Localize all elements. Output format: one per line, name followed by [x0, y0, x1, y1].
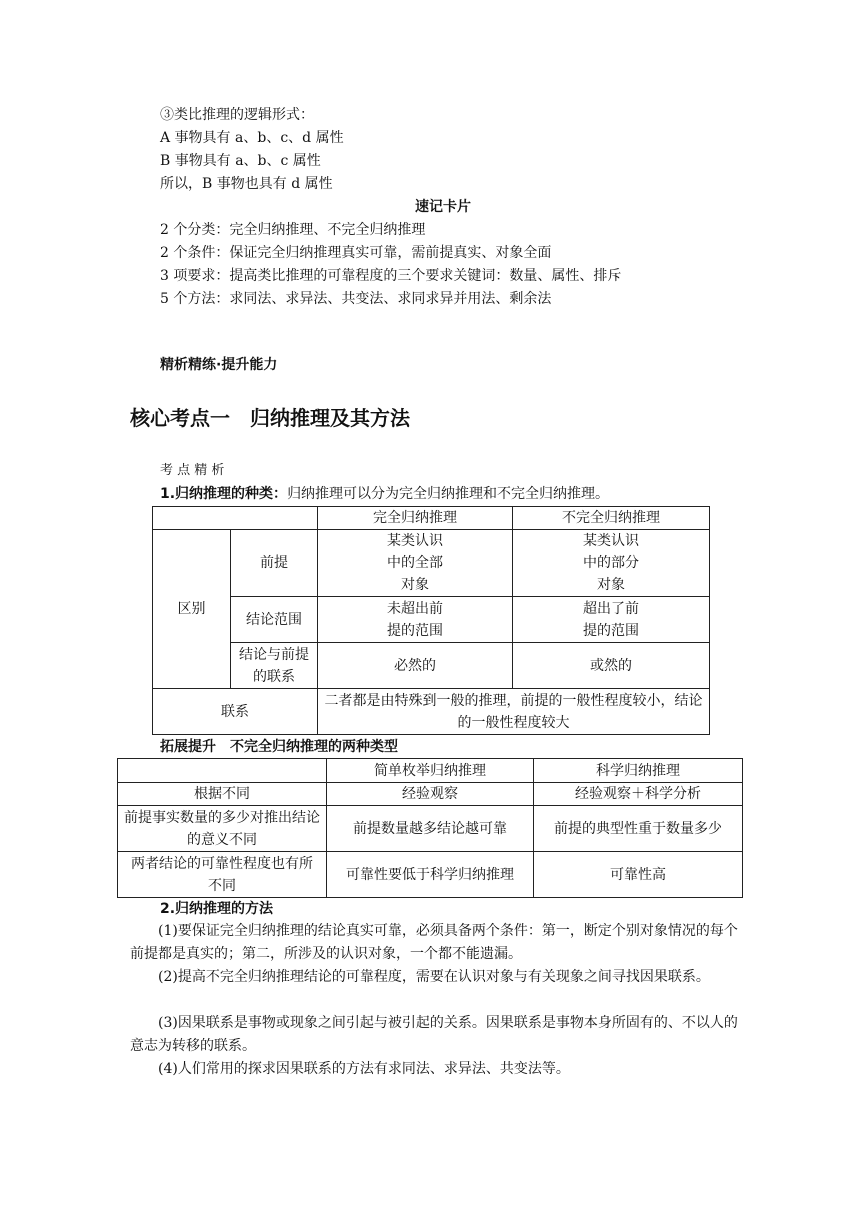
table1-row-premise: [153, 530, 710, 597]
table1-row-scope: [153, 597, 710, 643]
analysis-label: 考 点 精 析: [160, 463, 225, 478]
card-line-2: 2 个条件：保证完全归纳推理真实可靠，需前提真实、对象全面: [160, 245, 552, 261]
section-title: 核心考点一 归纳推理及其方法: [130, 406, 410, 430]
intro-line-4: 所以，B 事物也具有 d 属性: [160, 176, 333, 192]
table2-basis-science: 经验观察＋科学分析: [534, 783, 743, 806]
point-2-item-1: (1)要保证完全归纳推理的结论真实可靠，必须具备两个条件：第一，断定个别对象情况的每个前提都是真实的；第二，所涉及的认识对象，一个都不能遗漏。: [130, 923, 738, 962]
table2-col-simple: 简单枚举归纳推理: [327, 759, 534, 783]
table2-quantity-label: 前提事实数量的多少对推出结论的意义不同: [118, 806, 327, 852]
table2-row-basis: [118, 783, 743, 806]
card-line-3: 3 项要求：提高类比推理的可靠程度的三个要求关键词：数量、属性、排斥: [160, 268, 622, 284]
inductive-types-table: [152, 506, 710, 735]
table2-reliability-label: 两者结论的可靠性程度也有所不同: [118, 852, 327, 898]
table1-relation-label: 联系: [153, 689, 318, 735]
practice-heading: 精析精练·提升能力: [160, 357, 278, 373]
table1-group-cell: 区别: [153, 530, 231, 689]
table2-reliability-simple: 可靠性要低于科学归纳推理: [327, 852, 534, 898]
point-2-item-3: (3)因果联系是事物或现象之间引起与被引起的关系。因果联系是事物本身所固有的、不以人的意志为转移的联系。: [130, 1015, 738, 1054]
intro-line-1: ③类比推理的逻辑形式：: [160, 107, 314, 123]
point-2-item-2: (2)提高不完全归纳推理结论的可靠程度，需要在认识对象与有关现象之间寻找因果联系。: [158, 969, 710, 985]
point-2-item-4: (4)人们常用的探求因果联系的方法有求同法、求异法、共变法等。: [158, 1061, 570, 1077]
table1-premise-incomplete: 某类认识中的部分对象: [513, 530, 710, 597]
table1-scope-label: 结论范围: [231, 597, 318, 643]
table2-corner-cell: [118, 759, 327, 783]
point-1-heading: 1.归纳推理的种类：: [160, 486, 288, 502]
table1-col-incomplete: 不完全归纳推理: [513, 507, 710, 530]
table1-col-full: 完全归纳推理: [318, 507, 513, 530]
table2-quantity-science: 前提的典型性重于数量多少: [534, 806, 743, 852]
table1-scope-incomplete: 超出了前提的范围: [513, 597, 710, 643]
table2-col-science: 科学归纳推理: [534, 759, 743, 783]
table2-basis-label: 根据不同: [118, 783, 327, 806]
table2-row-quantity: [118, 806, 743, 852]
card-line-4: 5 个方法：求同法、求异法、共变法、求同求异并用法、剩余法: [160, 291, 552, 307]
table2-quantity-simple: 前提数量越多结论越可靠: [327, 806, 534, 852]
table1-premise-full: 某类认识中的全部对象: [318, 530, 513, 597]
intro-line-3: B 事物具有 a、b、c 属性: [160, 153, 321, 169]
point-1: [160, 483, 609, 505]
table1-scope-full: 未超出前提的范围: [318, 597, 513, 643]
incomplete-types-table: [117, 758, 743, 898]
point-1-text: 归纳推理可以分为完全归纳推理和不完全归纳推理。: [287, 486, 610, 502]
table2-basis-simple: 经验观察: [327, 783, 534, 806]
table1-link-label: 结论与前提的联系: [231, 643, 318, 689]
extension-title: 拓展提升 不完全归纳推理的两种类型: [160, 739, 398, 755]
table1-header-row: [153, 507, 710, 530]
table1-corner-cell: [153, 507, 318, 530]
table2-reliability-science: 可靠性高: [534, 852, 743, 898]
table1-link-incomplete: 或然的: [513, 643, 710, 689]
table1-relation-text: 二者都是由特殊到一般的推理，前提的一般性程度较小，结论的一般性程度较大: [318, 689, 710, 735]
card-title: 速记卡片: [415, 199, 471, 215]
card-line-1: 2 个分类：完全归纳推理、不完全归纳推理: [160, 222, 426, 238]
intro-line-2: A 事物具有 a、b、c、d 属性: [160, 130, 344, 146]
table1-premise-label: 前提: [231, 530, 318, 597]
table2-header-row: [118, 759, 743, 783]
table1-link-full: 必然的: [318, 643, 513, 689]
table1-row-link: [153, 643, 710, 689]
table1-row-relation: [153, 689, 710, 735]
point-2-title: 2.归纳推理的方法: [160, 901, 274, 917]
table2-row-reliability: [118, 852, 743, 898]
